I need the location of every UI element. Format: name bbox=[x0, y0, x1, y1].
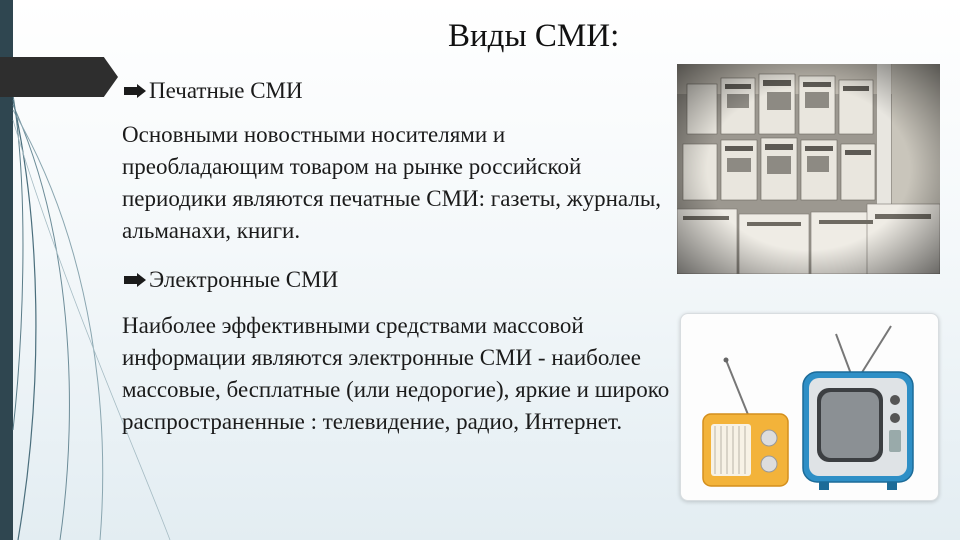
slide-title: Виды СМИ: bbox=[448, 18, 620, 54]
arrow-bullet-icon bbox=[122, 270, 148, 290]
retro-tv-and-radio-illustration bbox=[680, 313, 939, 501]
title-tab-shape bbox=[0, 57, 118, 97]
heading-label: Электронные СМИ bbox=[149, 267, 339, 292]
print-media-text: Основными новостными носителями и преобладающим товаром на рынке российской периодики являются печатные СМИ: газеты, журналы, альманахи, книги. bbox=[122, 122, 662, 243]
arrow-bullet-icon bbox=[122, 81, 148, 101]
heading-label: Печатные СМИ bbox=[149, 78, 303, 103]
heading-electronic-media bbox=[122, 267, 338, 293]
electronic-media-text: Наиболее эффективными средствами массовой информации являются электронные СМИ - наиболее массовые, бесплатные (или недорогие), яркие и широко распространенные : телевидение, радио, Интернет. bbox=[122, 313, 670, 434]
newsstand-photo bbox=[677, 64, 940, 274]
heading-print-media bbox=[122, 78, 303, 104]
